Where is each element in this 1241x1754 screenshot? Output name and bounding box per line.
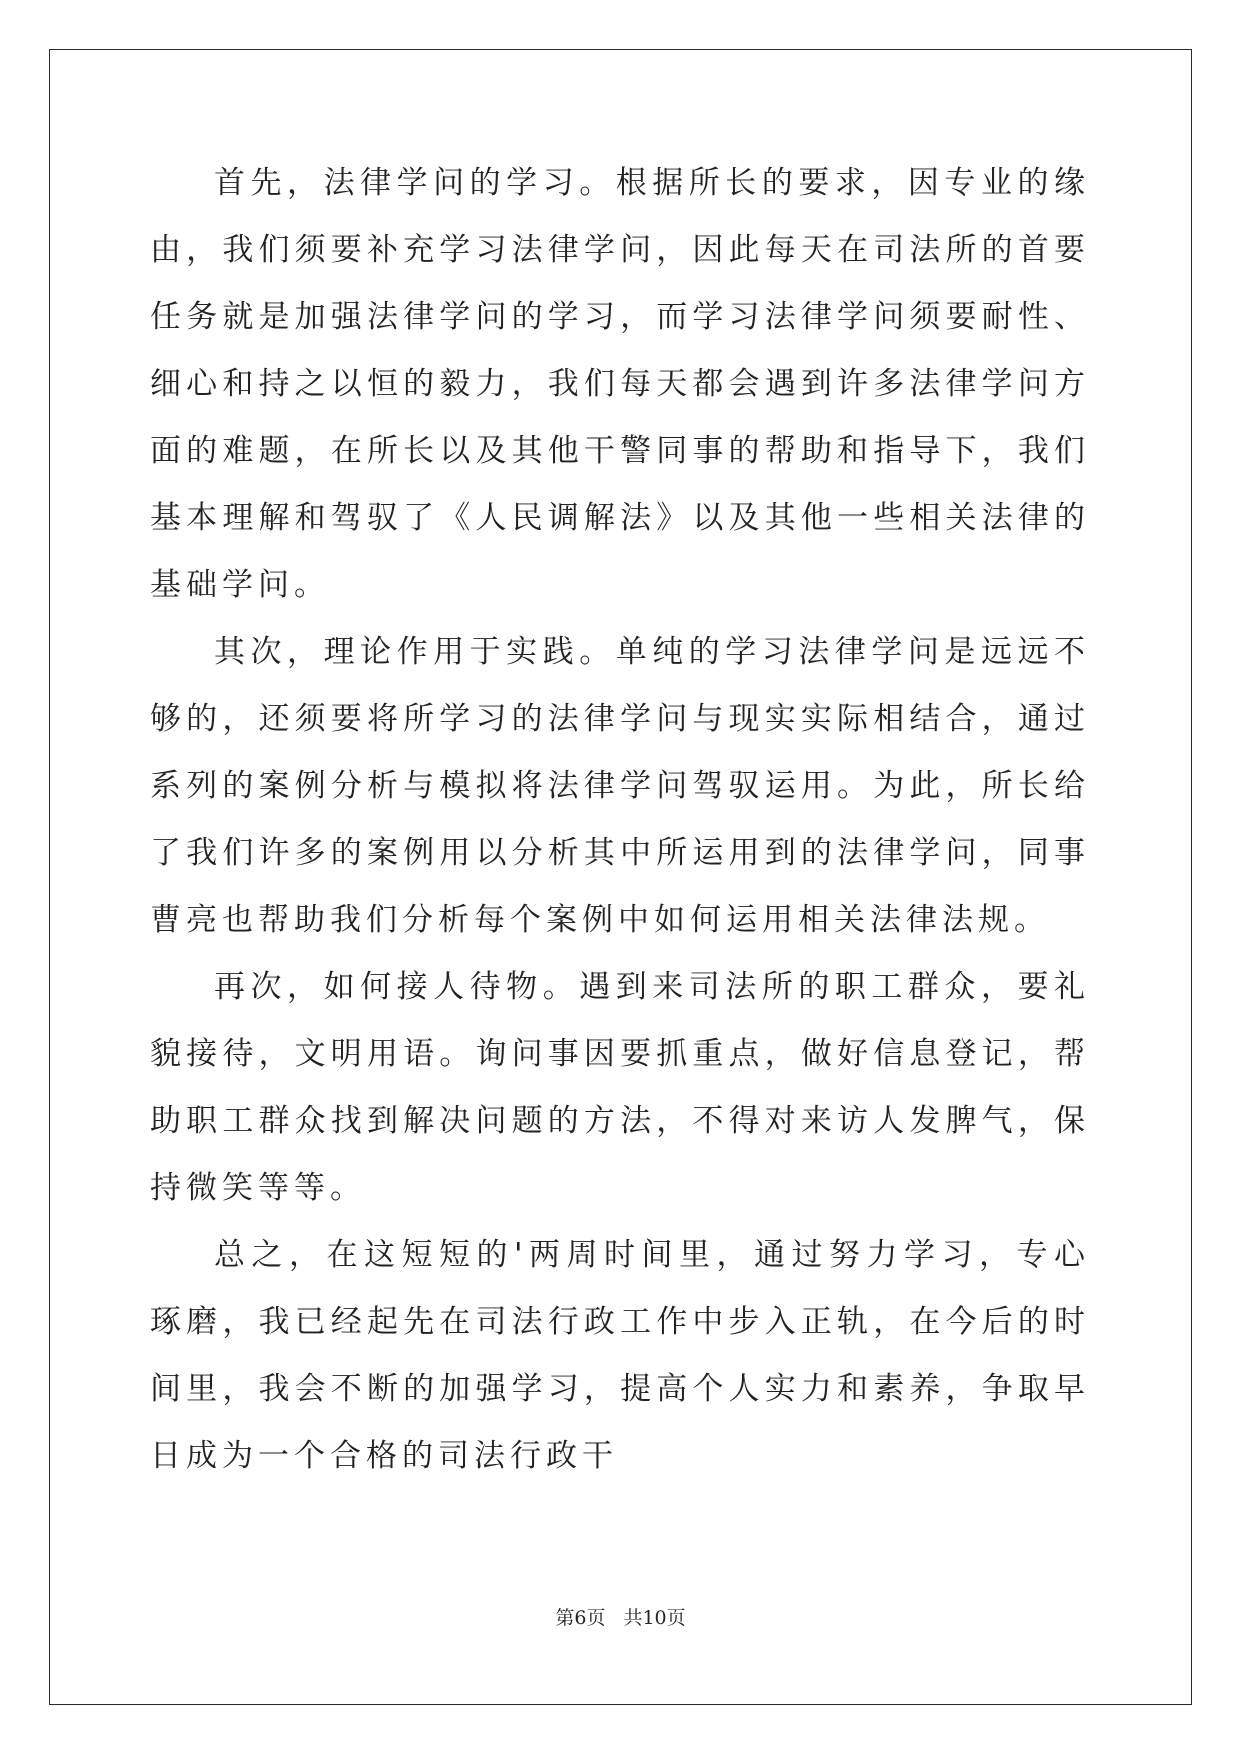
paragraph-3: 再次，如何接人待物。遇到来司法所的职工群众，要礼貌接待，文明用语。询问事因要抓重点，做好信息登记，帮助职工群众找到解决问题的方法，不得对来访人发脾气，保持微笑等等。 bbox=[150, 969, 1090, 1206]
page-footer bbox=[0, 1603, 1241, 1630]
paragraph-2: 其次，理论作用于实践。单纯的学习法律学问是远远不够的，还须要将所学习的法律学问与现实实际相结合，通过系列的案例分析与模拟将法律学问驾驭运用。为此，所长给了我们许多的案例用以分析其中所运用到的法律学问，同事曹亮也帮助我们分析每个案例中如何运用相关法律法规。 bbox=[150, 634, 1090, 938]
page-number: 第6页 bbox=[555, 1607, 606, 1629]
document-body bbox=[150, 150, 1090, 1490]
page-total: 共10页 bbox=[623, 1607, 686, 1629]
paragraph-4: 总之，在这短短的'两周时间里，通过努力学习，专心琢磨，我已经起先在司法行政工作中步入正轨，在今后的时间里，我会不断的加强学习，提高个人实力和素养，争取早日成为一个合格的司法行政干 bbox=[150, 1237, 1090, 1474]
paragraph-1: 首先，法律学问的学习。根据所长的要求，因专业的缘由，我们须要补充学习法律学问，因此每天在司法所的首要任务就是加强法律学问的学习，而学习法律学问须要耐性、细心和持之以恒的毅力，我们每天都会遇到许多法律学问方面的难题，在所长以及其他干警同事的帮助和指导下，我们基本理解和驾驭了《人民调解法》以及其他一些相关法律的基础学问。 bbox=[150, 165, 1090, 603]
